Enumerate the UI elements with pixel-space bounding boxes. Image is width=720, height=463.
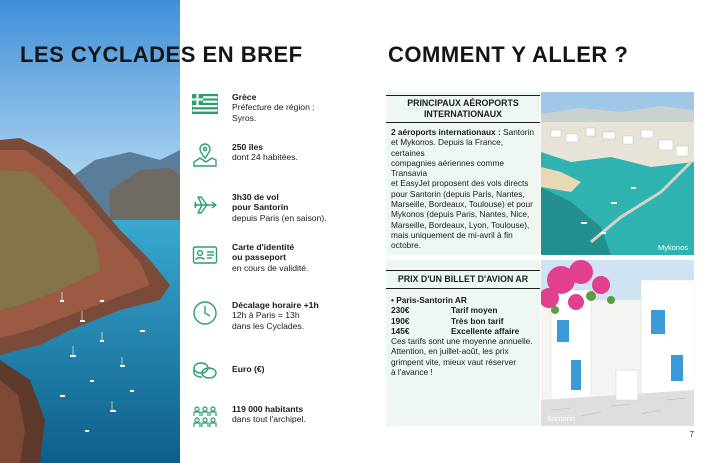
page-title-right: COMMENT Y ALLER ?: [388, 42, 629, 67]
mykonos-photo: [541, 92, 694, 255]
coins-icon: [192, 358, 218, 384]
greek-flag-icon: [192, 92, 218, 118]
mykonos-caption: Mykonos: [657, 243, 688, 252]
page-title-left: LES CYCLADES EN BREF: [20, 42, 303, 67]
airports-heading: PRINCIPAUX AÉROPORTS INTERNATIONAUX: [386, 95, 540, 123]
population-icon: [192, 404, 218, 430]
price-row: 145€ Excellente affaire: [391, 325, 520, 336]
prices-heading: PRIX D'UN BILLET D'AVION AR: [386, 270, 540, 289]
prices-list: • Paris-Santorin AR 230€ Tarif moyen 190€ Très bon tarif 145€ Excellente affaire Ces tarifs sont une moyenne annuelle. Attention, en juillet-août, les prix grimpent vite, mieux vaut réserver à l'avance !: [391, 295, 537, 377]
santorini-caldera-photo: [0, 0, 180, 463]
map-pin-icon: [192, 142, 218, 168]
price-row: 230€ Tarif moyen: [391, 305, 498, 316]
price-row: 190€ Très bon tarif: [391, 315, 504, 326]
santorini-street-photo: [541, 260, 694, 426]
santorini-caption: Santorin: [547, 414, 575, 423]
airports-text: 2 aéroports internationaux : Santorin et Mykonos. Depuis la France, certaines compagnies aériennes comme Transavia et EasyJet proposent des vols directs pour Santorin (depuis Paris, Nantes, Marseille, Bordeaux, Toulouse) et pour Mykonos (depuis Paris, Nantes, Nice, Marseille, Bordeaux, Lyon, Toulouse), mais uniquement de mi-avril à fin octobre.: [391, 127, 534, 251]
airports-panel: [386, 92, 540, 255]
prices-panel: [386, 260, 540, 426]
airplane-icon: [192, 192, 218, 218]
id-card-icon: [192, 242, 218, 268]
page-number: 7: [689, 430, 694, 439]
clock-icon: [192, 300, 218, 326]
